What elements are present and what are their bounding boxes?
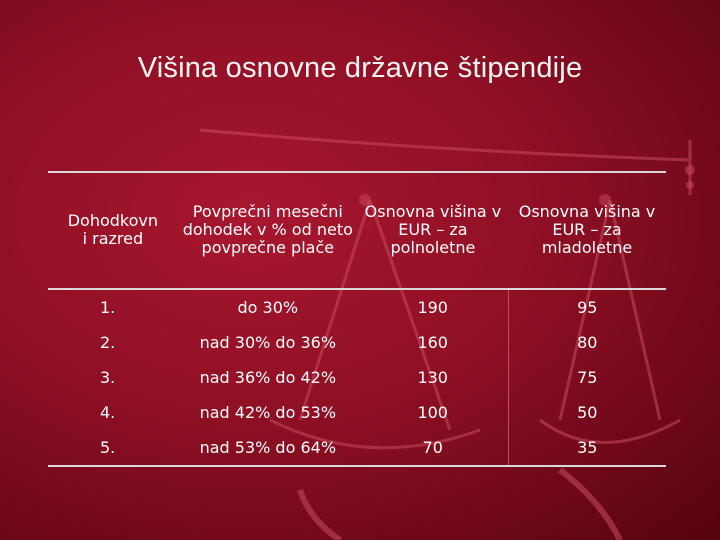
- cell-income-range: do 30%: [237, 298, 299, 317]
- cell-adult-amount: 160: [417, 333, 448, 352]
- cell-income-range: nad 36% do 42%: [199, 368, 337, 387]
- cell-class: 3.: [100, 368, 116, 387]
- table-row: [48, 325, 666, 360]
- table-header-row: [48, 172, 666, 289]
- cell-class: 2.: [100, 333, 116, 352]
- cell-class: 4.: [100, 403, 116, 422]
- cell-adult-amount: 190: [417, 298, 448, 317]
- cell-class: 5.: [48, 430, 178, 466]
- cell-adult-amount: 100: [417, 403, 448, 422]
- table-row: [48, 289, 666, 325]
- cell-minor-amount: 50: [508, 395, 666, 430]
- cell-minor-amount: 75: [508, 360, 666, 395]
- table-row: [48, 395, 666, 430]
- cell-minor-amount: 35: [508, 430, 666, 466]
- stipend-table: [48, 172, 666, 467]
- slide-title: Višina osnovne državne štipendije: [137, 52, 583, 84]
- table-row: [48, 430, 666, 466]
- table-row: [48, 360, 666, 395]
- header-avg-income: Povprečni mesečni dohodek v % od neto povprečne plače: [178, 172, 358, 289]
- cell-minor-amount: 80: [508, 325, 666, 360]
- header-income-class: Dohodkovn i razred: [48, 172, 178, 289]
- cell-class: 1.: [100, 298, 116, 317]
- cell-income-range: nad 53% do 64%: [178, 430, 358, 466]
- header-minor-amount: Osnovna višina v EUR – za mladoletne: [508, 172, 666, 289]
- cell-income-range: nad 42% do 53%: [199, 403, 337, 422]
- cell-minor-amount: 95: [508, 289, 666, 325]
- cell-adult-amount: 70: [358, 430, 508, 466]
- cell-adult-amount: 130: [417, 368, 448, 387]
- header-adult-amount: Osnovna višina v EUR – za polnoletne: [358, 172, 508, 289]
- cell-income-range: nad 30% do 36%: [199, 333, 337, 352]
